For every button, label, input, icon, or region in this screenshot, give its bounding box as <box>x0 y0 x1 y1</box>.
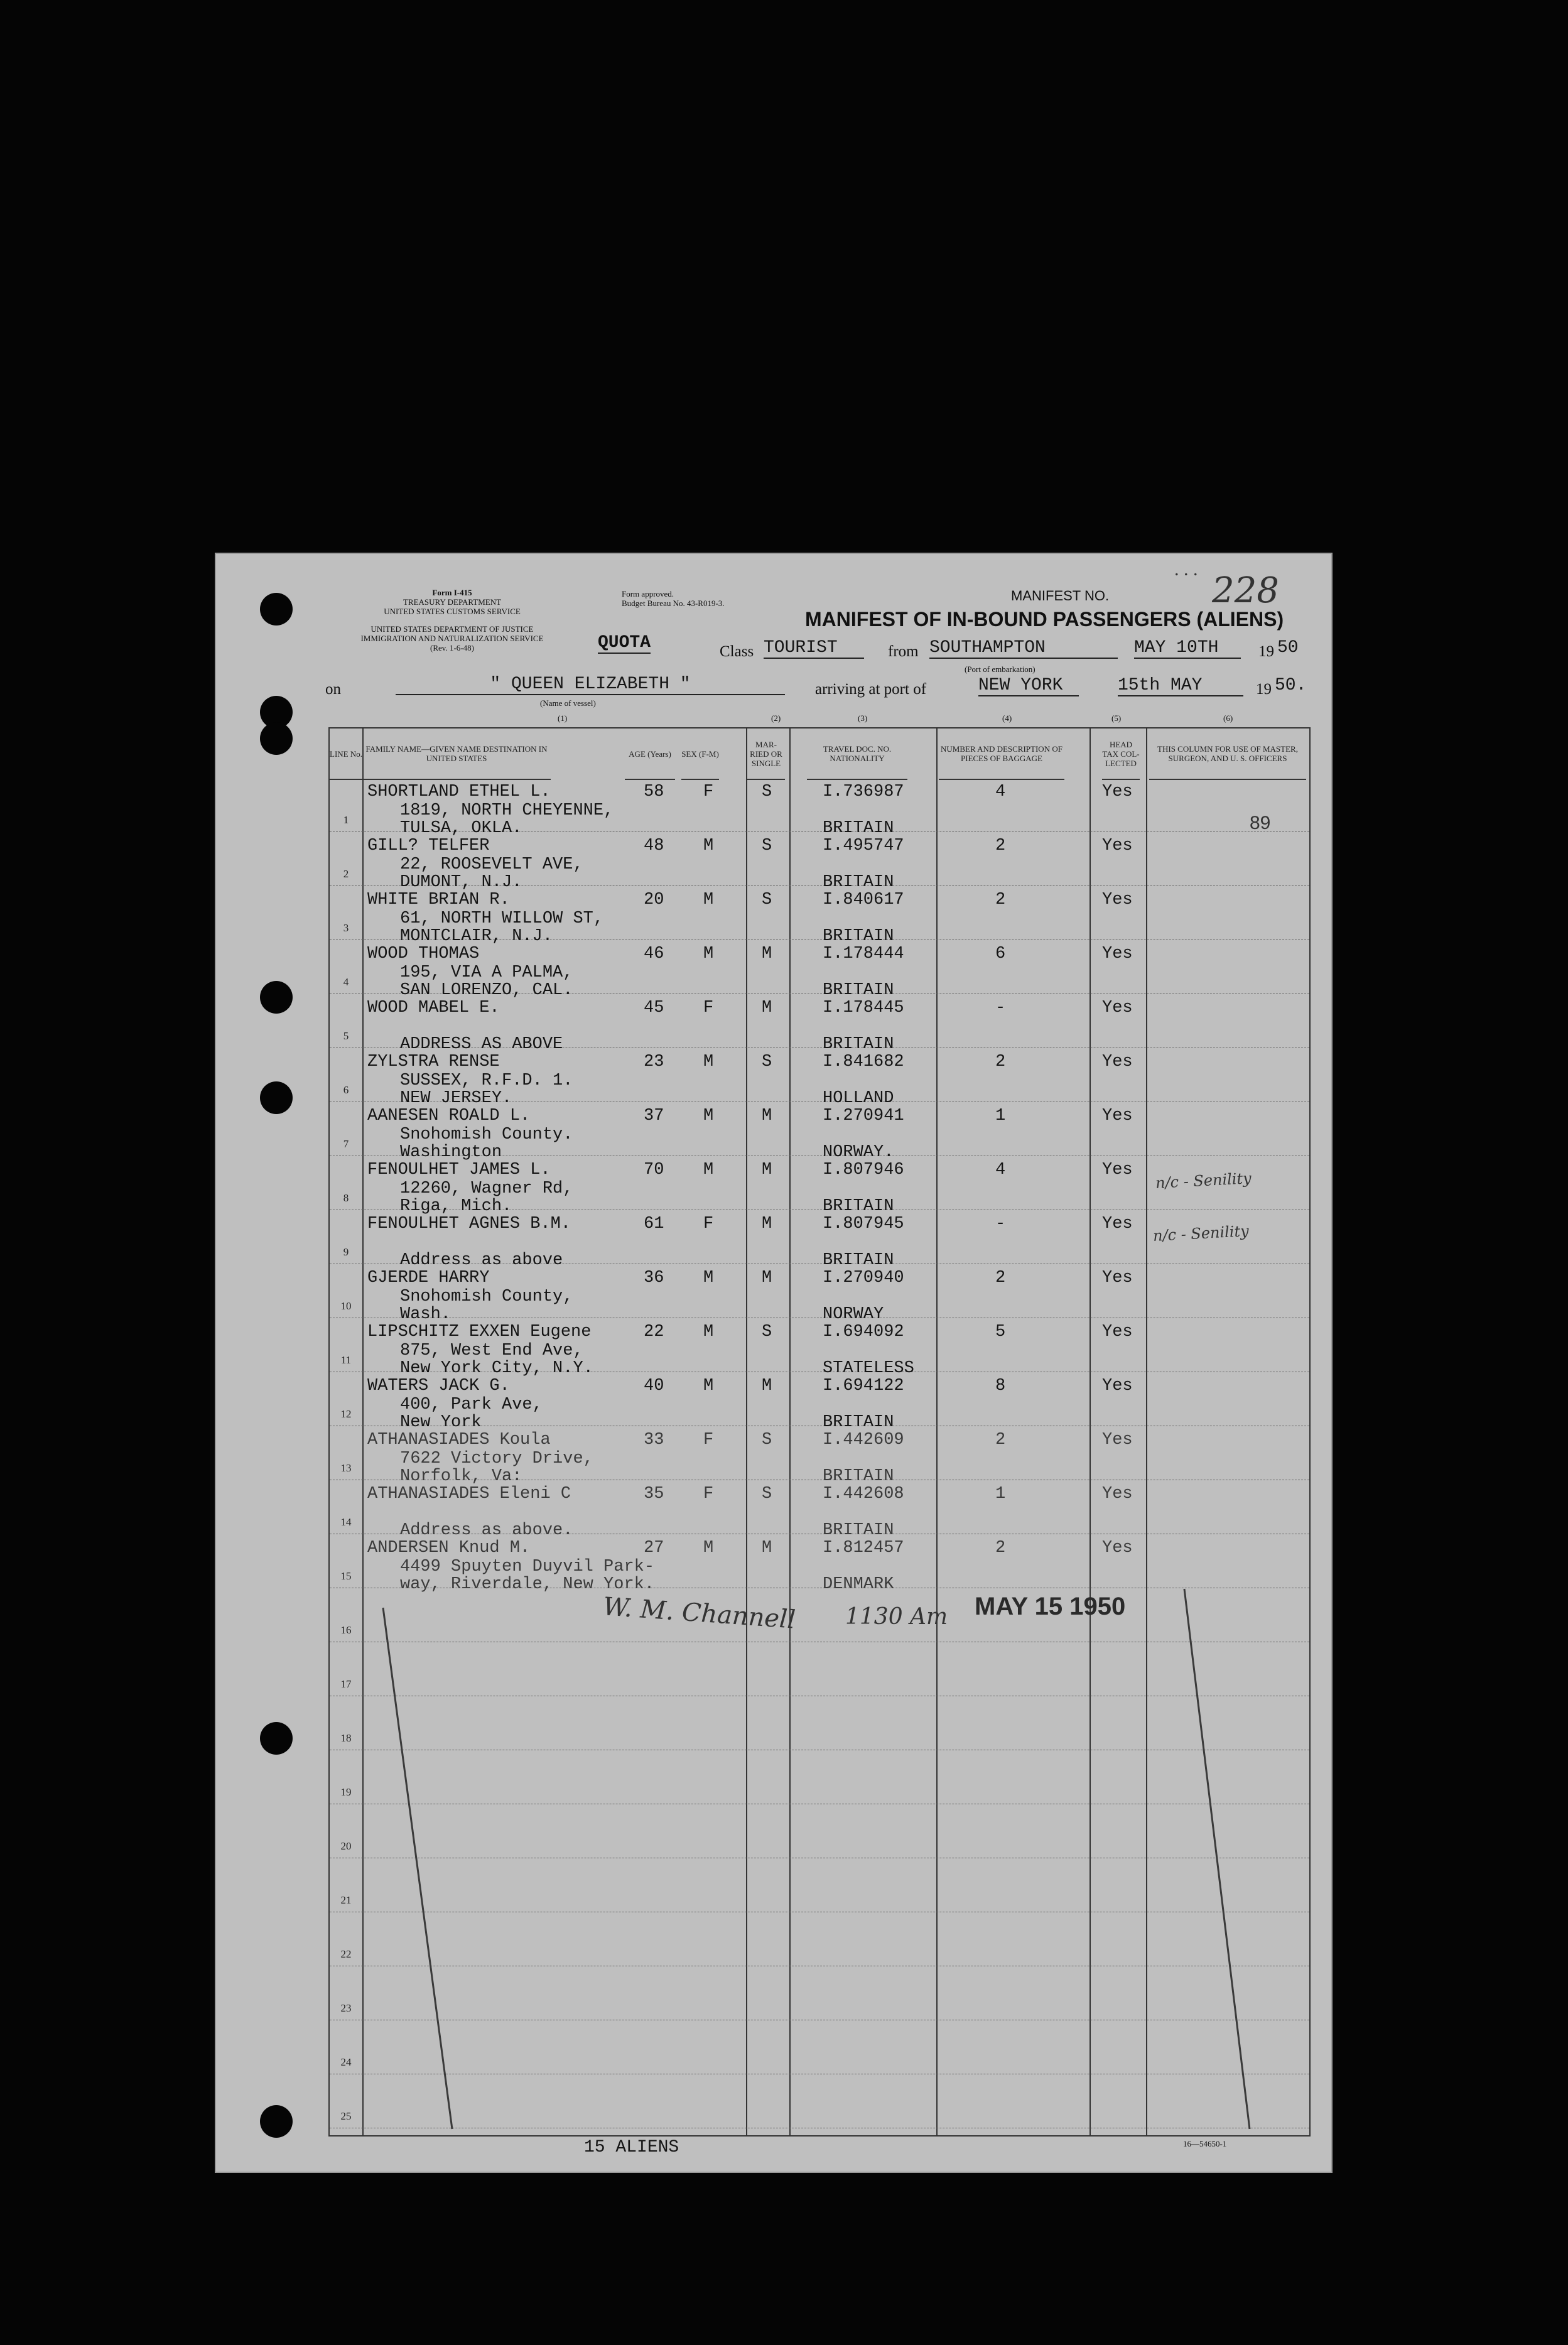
passenger-age: 33 <box>644 1431 664 1449</box>
year-2: 50. <box>1275 676 1307 695</box>
on-label: on <box>325 681 341 698</box>
passenger-marital-status: S <box>762 1053 772 1071</box>
vessel-note: (Name of vessel) <box>540 698 596 708</box>
passenger-travel-doc: I.807946 <box>823 1161 904 1179</box>
passenger-head-tax: Yes <box>1102 999 1133 1017</box>
passenger-age: 22 <box>644 1323 664 1341</box>
passenger-address-2: Washington <box>400 1143 502 1162</box>
passenger-baggage: 2 <box>995 837 1006 855</box>
dots-mark: . . . <box>1174 559 1198 580</box>
line-number: 15 <box>340 1570 352 1582</box>
signature: W. M. Channell <box>602 1592 797 1635</box>
line-number: 17 <box>340 1678 352 1690</box>
passenger-baggage: 2 <box>995 1053 1006 1071</box>
passenger-head-tax: Yes <box>1102 1539 1133 1557</box>
form-approved: Form approved. <box>622 589 674 598</box>
passenger-name: WOOD THOMAS <box>367 945 480 963</box>
line-number: 10 <box>340 1300 352 1312</box>
passenger-address-1: 1819, NORTH CHEYENNE, <box>400 801 614 820</box>
from-label: from <box>888 643 919 660</box>
passenger-sex: M <box>703 1107 714 1125</box>
passenger-nationality: BRITAIN <box>823 819 894 838</box>
passenger-travel-doc: I.694092 <box>823 1323 904 1341</box>
passenger-travel-doc: I.807945 <box>823 1215 904 1233</box>
passenger-baggage: 5 <box>995 1323 1006 1341</box>
binder-hole <box>260 1081 293 1114</box>
passenger-sex: F <box>703 1485 714 1503</box>
passenger-sex: M <box>703 1269 714 1287</box>
passenger-marital-status: M <box>762 945 772 963</box>
passenger-address-2: SAN LORENZO, CAL. <box>400 981 573 1000</box>
passenger-sex: M <box>703 1161 714 1179</box>
passenger-sex: M <box>703 1377 714 1395</box>
passenger-nationality: BRITAIN <box>823 1251 894 1270</box>
passenger-head-tax: Yes <box>1102 1053 1133 1071</box>
passenger-age: 27 <box>644 1539 664 1557</box>
passenger-head-tax: Yes <box>1102 1377 1133 1395</box>
passenger-nationality: HOLLAND <box>823 1089 894 1108</box>
passenger-address-2: MONTCLAIR, N.J. <box>400 927 553 946</box>
passenger-head-tax: Yes <box>1102 945 1133 963</box>
line-number: 19 <box>340 1786 352 1798</box>
passenger-name: WATERS JACK G. <box>367 1377 510 1395</box>
passenger-travel-doc: I.841682 <box>823 1053 904 1071</box>
manifest-no: 228 <box>1212 570 1279 611</box>
passenger-sex: F <box>703 1431 714 1449</box>
date-stamp: MAY 15 1950 <box>975 1593 1126 1620</box>
passenger-sex: M <box>703 891 714 909</box>
passenger-name: FENOULHET AGNES B.M. <box>367 1215 571 1233</box>
binder-hole <box>260 593 293 626</box>
passenger-address-1: 7622 Victory Drive, <box>400 1449 593 1468</box>
passenger-address-2: way, Riverdale, New York. <box>400 1575 655 1594</box>
binder-hole <box>260 722 293 755</box>
passenger-name: FENOULHET JAMES L. <box>367 1161 551 1179</box>
passenger-marital-status: S <box>762 1323 772 1341</box>
passenger-travel-doc: I.442609 <box>823 1431 904 1449</box>
passenger-name: SHORTLAND ETHEL L. <box>367 783 551 801</box>
col-num-6: (6) <box>1223 713 1233 723</box>
line-number: 2 <box>343 868 349 880</box>
passenger-address-1: 22, ROOSEVELT AVE, <box>400 855 583 874</box>
passenger-address-1: 12260, Wagner Rd, <box>400 1179 573 1198</box>
passenger-head-tax: Yes <box>1102 1269 1133 1287</box>
passenger-marital-status: M <box>762 1215 772 1233</box>
passenger-nationality: STATELESS <box>823 1359 914 1378</box>
col-num-5: (5) <box>1111 713 1122 723</box>
passenger-nationality: BRITAIN <box>823 1035 894 1054</box>
passenger-address-2: NEW JERSEY. <box>400 1089 512 1108</box>
passenger-marital-status: S <box>762 1485 772 1503</box>
line-number: 25 <box>340 2110 352 2122</box>
col-num-3: (3) <box>858 713 868 723</box>
passenger-age: 48 <box>644 837 664 855</box>
passenger-head-tax: Yes <box>1102 1161 1133 1179</box>
col-header-officers: THIS COLUMN FOR USE OF MASTER, SURGEON, AND U. S. OFFICERS <box>1149 728 1306 780</box>
passenger-marital-status: S <box>762 1431 772 1449</box>
passenger-address-2: TULSA, OKLA. <box>400 819 522 838</box>
binder-hole <box>260 1722 293 1755</box>
col-header-sex: SEX (F-M) <box>681 728 719 780</box>
departure-date: MAY 10TH <box>1134 638 1241 659</box>
time-note: 1130 Am <box>845 1604 948 1630</box>
passenger-travel-doc: I.270940 <box>823 1269 904 1287</box>
passenger-baggage: 1 <box>995 1107 1006 1125</box>
year-prefix-1: 19 <box>1258 643 1274 660</box>
passenger-age: 45 <box>644 999 664 1017</box>
passenger-address-2: Norfolk, Va: <box>400 1467 522 1486</box>
passenger-age: 70 <box>644 1161 664 1179</box>
budget-bureau: Budget Bureau No. 43-R019-3. <box>622 598 725 608</box>
passenger-marital-status: M <box>762 1107 772 1125</box>
passenger-address-1: 195, VIA A PALMA, <box>400 963 573 982</box>
passenger-marital-status: M <box>762 1377 772 1395</box>
passenger-head-tax: Yes <box>1102 783 1133 801</box>
passenger-head-tax: Yes <box>1102 1485 1133 1503</box>
passenger-sex: M <box>703 945 714 963</box>
passenger-marital-status: M <box>762 1539 772 1557</box>
col-num-2: (2) <box>771 713 781 723</box>
line-number: 22 <box>340 1948 352 1960</box>
treasury-dept: TREASURY DEPARTMENT <box>403 597 502 607</box>
passenger-address-1: Snohomish County, <box>400 1287 573 1306</box>
passenger-address-2: Address as above <box>400 1251 563 1270</box>
passenger-sex: M <box>703 837 714 855</box>
passenger-sex: M <box>703 1323 714 1341</box>
passenger-nationality: NORWAY <box>823 1305 884 1324</box>
passenger-address-1: Snohomish County. <box>400 1125 573 1144</box>
line-number: 24 <box>340 2056 352 2068</box>
form-number: Form I-415 <box>432 588 472 597</box>
passenger-baggage: - <box>995 999 1006 1017</box>
passenger-marital-status: S <box>762 837 772 855</box>
line-number: 9 <box>343 1246 349 1258</box>
ins: IMMIGRATION AND NATURALIZATION SERVICE <box>360 634 544 643</box>
passenger-sex: M <box>703 1539 714 1557</box>
officer-note-row8: n/c - Senility <box>1155 1169 1252 1192</box>
passenger-travel-doc: I.178444 <box>823 945 904 963</box>
class-label: Class <box>720 643 754 660</box>
passenger-name: GILL? TELFER <box>367 837 490 855</box>
passenger-baggage: 2 <box>995 1431 1006 1449</box>
line-number: 6 <box>343 1084 349 1096</box>
form-info <box>352 588 553 616</box>
arriving-label: arriving at port of <box>815 681 927 698</box>
year-prefix-2: 19 <box>1256 681 1272 698</box>
passenger-address-1: 400, Park Ave, <box>400 1395 543 1414</box>
passenger-nationality: BRITAIN <box>823 927 894 946</box>
passenger-baggage: 4 <box>995 783 1006 801</box>
col-header-age: AGE (Years) <box>625 728 675 780</box>
line-number: 13 <box>340 1462 352 1474</box>
line-number: 21 <box>340 1894 352 1906</box>
arrival-date: 15th MAY <box>1118 676 1243 696</box>
passenger-age: 36 <box>644 1269 664 1287</box>
passenger-head-tax: Yes <box>1102 1323 1133 1341</box>
passenger-baggage: 2 <box>995 1539 1006 1557</box>
col-num-1: (1) <box>558 713 568 723</box>
manifest-no-label: MANIFEST NO. <box>1011 588 1110 604</box>
passenger-address-1: SUSSEX, R.F.D. 1. <box>400 1071 573 1090</box>
line-number: 11 <box>340 1354 352 1366</box>
passenger-address-1: 61, NORTH WILLOW ST, <box>400 909 604 928</box>
passenger-age: 35 <box>644 1485 664 1503</box>
passenger-age: 20 <box>644 891 664 909</box>
col-num-4: (4) <box>1002 713 1012 723</box>
vessel-name: " QUEEN ELIZABETH " <box>396 674 785 695</box>
passenger-marital-status: M <box>762 1269 772 1287</box>
officer-note-row9: n/c - Senility <box>1152 1222 1250 1245</box>
passenger-baggage: 2 <box>995 891 1006 909</box>
passenger-head-tax: Yes <box>1102 837 1133 855</box>
passenger-travel-doc: I.442608 <box>823 1485 904 1503</box>
passenger-nationality: BRITAIN <box>823 981 894 1000</box>
line-number: 1 <box>343 814 349 826</box>
passenger-baggage: 1 <box>995 1485 1006 1503</box>
passenger-marital-status: M <box>762 999 772 1017</box>
binder-hole <box>260 2105 293 2138</box>
year-1: 50 <box>1277 638 1299 658</box>
passenger-head-tax: Yes <box>1102 1107 1133 1125</box>
passenger-name: ZYLSTRA RENSE <box>367 1053 500 1071</box>
col-header-name: FAMILY NAME—GIVEN NAME DESTINATION IN UNITED STATES <box>362 728 551 780</box>
passenger-address-2: ADDRESS AS ABOVE <box>400 1035 563 1054</box>
quota-label: QUOTA <box>598 633 651 653</box>
passenger-address-1: 875, West End Ave, <box>400 1341 583 1360</box>
passenger-baggage: - <box>995 1215 1006 1233</box>
col-header-tax: HEAD TAX COL-LECTED <box>1102 728 1140 780</box>
passenger-baggage: 8 <box>995 1377 1006 1395</box>
passenger-name: ATHANASIADES Koula <box>367 1431 551 1449</box>
arrival-port: NEW YORK <box>978 676 1079 696</box>
footer-code: 16—54650-1 <box>1183 2139 1227 2148</box>
embark-port: SOUTHAMPTON <box>929 638 1118 659</box>
passenger-age: 23 <box>644 1053 664 1071</box>
col-header-married: MAR-RIED OR SINGLE <box>747 728 785 780</box>
passenger-marital-status: S <box>762 783 772 801</box>
line-number: 5 <box>343 1030 349 1042</box>
passenger-address-2: New York City, N.Y. <box>400 1359 593 1378</box>
line-number: 14 <box>340 1516 352 1528</box>
passenger-nationality: BRITAIN <box>823 1467 894 1486</box>
passenger-nationality: BRITAIN <box>823 1197 894 1216</box>
passenger-head-tax: Yes <box>1102 891 1133 909</box>
passenger-address-2: DUMONT, N.J. <box>400 873 522 892</box>
class-value: TOURIST <box>764 638 864 659</box>
line-number: 12 <box>340 1408 352 1420</box>
passenger-travel-doc: I.812457 <box>823 1539 904 1557</box>
passenger-nationality: BRITAIN <box>823 1521 894 1540</box>
col-header-travel: TRAVEL DOC. NO. NATIONALITY <box>807 728 907 780</box>
passenger-name: AANESEN ROALD L. <box>367 1107 531 1125</box>
passenger-nationality: BRITAIN <box>823 873 894 892</box>
passenger-name: GJERDE HARRY <box>367 1269 490 1287</box>
line-number: 20 <box>340 1840 352 1852</box>
manifest-title: MANIFEST OF IN-BOUND PASSENGERS (ALIENS) <box>805 608 1284 631</box>
line-number: 8 <box>343 1192 349 1204</box>
footer-total: 15 ALIENS <box>584 2138 679 2157</box>
approval-info <box>622 589 725 608</box>
passenger-name: LIPSCHITZ EXXEN Eugene <box>367 1323 592 1341</box>
passenger-name: WOOD MABEL E. <box>367 999 500 1017</box>
passenger-address-2: Riga, Mich. <box>400 1197 512 1216</box>
passenger-travel-doc: I.270941 <box>823 1107 904 1125</box>
passenger-address-1: 4499 Spuyten Duyvil Park- <box>400 1557 655 1576</box>
passenger-sex: F <box>703 999 714 1017</box>
passenger-baggage: 4 <box>995 1161 1006 1179</box>
officer-number: 89 <box>1250 813 1271 833</box>
passenger-name: ANDERSEN Knud M. <box>367 1539 531 1557</box>
passenger-head-tax: Yes <box>1102 1215 1133 1233</box>
passenger-travel-doc: I.694122 <box>823 1377 904 1395</box>
passenger-nationality: DENMARK <box>823 1575 894 1594</box>
passenger-address-2: Wash. <box>400 1305 451 1324</box>
binder-hole <box>260 981 293 1014</box>
line-number: 3 <box>343 922 349 934</box>
passenger-sex: F <box>703 783 714 801</box>
passenger-baggage: 2 <box>995 1269 1006 1287</box>
passenger-marital-status: M <box>762 1161 772 1179</box>
line-number: 7 <box>343 1138 349 1150</box>
customs-service: UNITED STATES CUSTOMS SERVICE <box>384 607 521 616</box>
line-number: 18 <box>340 1732 352 1744</box>
passenger-name: ATHANASIADES Eleni C <box>367 1485 571 1503</box>
passenger-travel-doc: I.495747 <box>823 837 904 855</box>
manifest-table <box>328 727 1311 2136</box>
passenger-age: 61 <box>644 1215 664 1233</box>
passenger-age: 46 <box>644 945 664 963</box>
passenger-travel-doc: I.736987 <box>823 783 904 801</box>
passenger-travel-doc: I.178445 <box>823 999 904 1017</box>
passenger-travel-doc: I.840617 <box>823 891 904 909</box>
passenger-age: 58 <box>644 783 664 801</box>
col-header-line: LINE No. <box>330 728 362 780</box>
passenger-address-2: Address as above. <box>400 1521 573 1540</box>
passenger-baggage: 6 <box>995 945 1006 963</box>
passenger-nationality: BRITAIN <box>823 1413 894 1432</box>
justice-info <box>327 624 578 653</box>
line-number: 4 <box>343 976 349 988</box>
passenger-sex: M <box>703 1053 714 1071</box>
justice-dept: UNITED STATES DEPARTMENT OF JUSTICE <box>370 624 534 634</box>
passenger-name: WHITE BRIAN R. <box>367 891 510 909</box>
embark-note: (Port of embarkation) <box>965 664 1035 674</box>
passenger-sex: F <box>703 1215 714 1233</box>
passenger-address-2: New York <box>400 1413 482 1432</box>
passenger-head-tax: Yes <box>1102 1431 1133 1449</box>
passenger-age: 37 <box>644 1107 664 1125</box>
passenger-age: 40 <box>644 1377 664 1395</box>
col-header-baggage: NUMBER AND DESCRIPTION OF PIECES OF BAGGAGE <box>939 728 1064 780</box>
passenger-marital-status: S <box>762 891 772 909</box>
line-number: 23 <box>340 2002 352 2014</box>
revision: (Rev. 1-6-48) <box>430 643 474 653</box>
passenger-nationality: NORWAY. <box>823 1143 894 1162</box>
line-number: 16 <box>340 1624 352 1636</box>
